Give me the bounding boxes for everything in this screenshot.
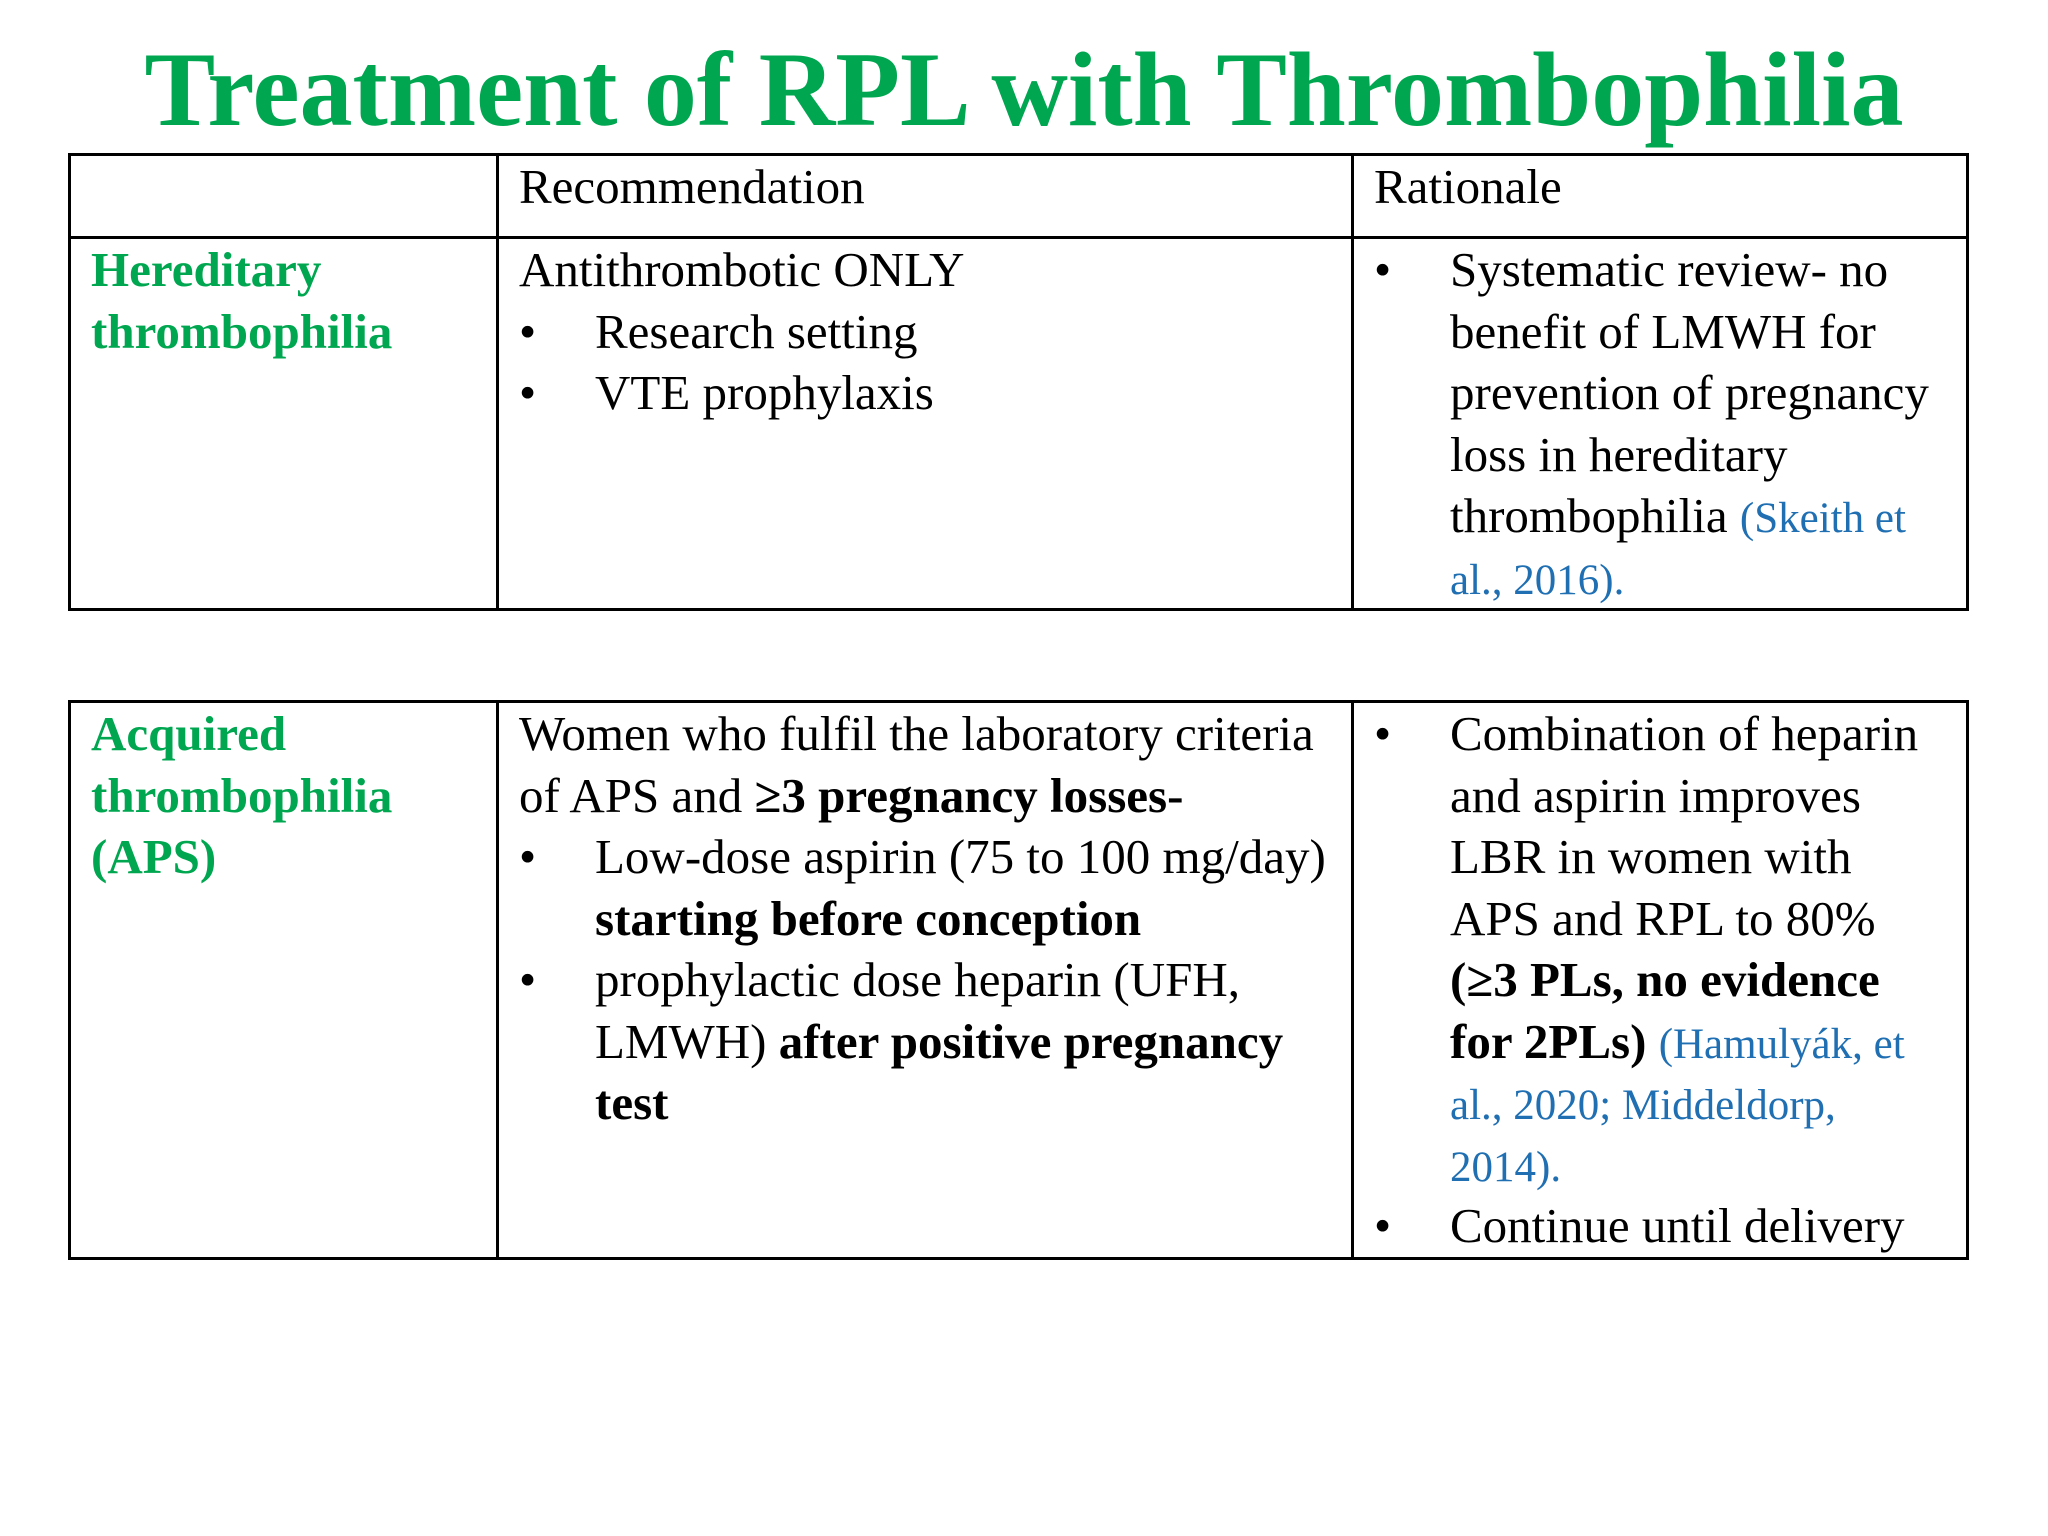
row-label-line: (APS) bbox=[91, 829, 217, 884]
bullet-icon: • bbox=[519, 303, 537, 359]
row-label-hereditary bbox=[70, 238, 498, 610]
bullet-icon: • bbox=[1374, 706, 1392, 761]
rationale-list bbox=[1374, 239, 1946, 608]
rationale-hereditary bbox=[1353, 238, 1968, 610]
list-item-text-bold: starting before conception bbox=[595, 890, 1142, 946]
recommendation-lead: Antithrombotic ONLY bbox=[519, 242, 965, 297]
citation: (Skeith et al., 2016). bbox=[1450, 495, 1906, 604]
header-blank-cell bbox=[70, 155, 498, 238]
list-item bbox=[1374, 1195, 1946, 1257]
list-item-text: Research setting bbox=[595, 303, 918, 359]
recommendation-hereditary bbox=[498, 238, 1353, 610]
list-item bbox=[519, 301, 1331, 363]
rationale-list bbox=[1374, 703, 1946, 1257]
list-item bbox=[519, 362, 1331, 424]
bullet-icon: • bbox=[519, 829, 537, 884]
lead-text-bold: ≥3 pregnancy losses- bbox=[754, 767, 1184, 823]
citation: (Hamulyák, et al., 2020; Middeldorp, 2014). bbox=[1450, 1020, 1905, 1191]
table-row-hereditary bbox=[70, 238, 1968, 610]
treatment-table-bottom bbox=[68, 700, 1969, 1260]
list-item bbox=[1374, 703, 1946, 1195]
table-row-acquired bbox=[70, 702, 1968, 1259]
rationale-text: Systematic review- no benefit of LMWH for prevention of pregnancy loss in hereditary thrombophilia bbox=[1450, 242, 1929, 543]
bullet-icon: • bbox=[1374, 1198, 1392, 1253]
bullet-icon: • bbox=[519, 365, 537, 420]
bullet-icon: • bbox=[519, 952, 537, 1007]
list-item-text-bold: after positive pregnancy test bbox=[595, 1013, 1284, 1130]
rationale-text: Combination of heparin and aspirin improves LBR in women with APS and RPL to 80% bbox=[1450, 706, 1919, 946]
bullet-icon: • bbox=[1374, 242, 1392, 297]
header-rationale: Rationale bbox=[1353, 155, 1968, 238]
recommendation-list bbox=[519, 301, 1331, 424]
row-label-acquired bbox=[70, 702, 498, 1259]
row-label-line: Acquired bbox=[91, 706, 287, 761]
rationale-text: Continue until delivery bbox=[1450, 1198, 1905, 1253]
list-item-text: Low-dose aspirin (75 to 100 mg/day) bbox=[595, 829, 1326, 884]
lead-text: Women who fulfil the laboratory criteria of APS and bbox=[519, 706, 1314, 823]
rationale-acquired bbox=[1353, 702, 1968, 1259]
table-header-row bbox=[70, 155, 1968, 238]
list-item bbox=[519, 949, 1331, 1134]
list-item bbox=[519, 826, 1331, 949]
slide-title: Treatment of RPL with Thrombophilia bbox=[144, 31, 1904, 148]
recommendation-acquired bbox=[498, 702, 1353, 1259]
list-item bbox=[1374, 239, 1946, 608]
list-item-text: prophylactic dose heparin (UFH, LMWH) bbox=[595, 952, 1240, 1069]
row-label-line: thrombophilia bbox=[91, 303, 393, 359]
recommendation-list bbox=[519, 826, 1331, 1134]
row-label-line: thrombophilia bbox=[91, 767, 393, 823]
row-label-line: Hereditary bbox=[91, 242, 322, 297]
treatment-table-top bbox=[68, 153, 1969, 611]
recommendation-lead bbox=[519, 703, 1331, 826]
list-item-text: VTE prophylaxis bbox=[595, 365, 934, 420]
rationale-text-bold: (≥3 PLs, no evidence for 2PLs) bbox=[1450, 952, 1880, 1069]
header-recommendation: Recommendation bbox=[498, 155, 1353, 238]
